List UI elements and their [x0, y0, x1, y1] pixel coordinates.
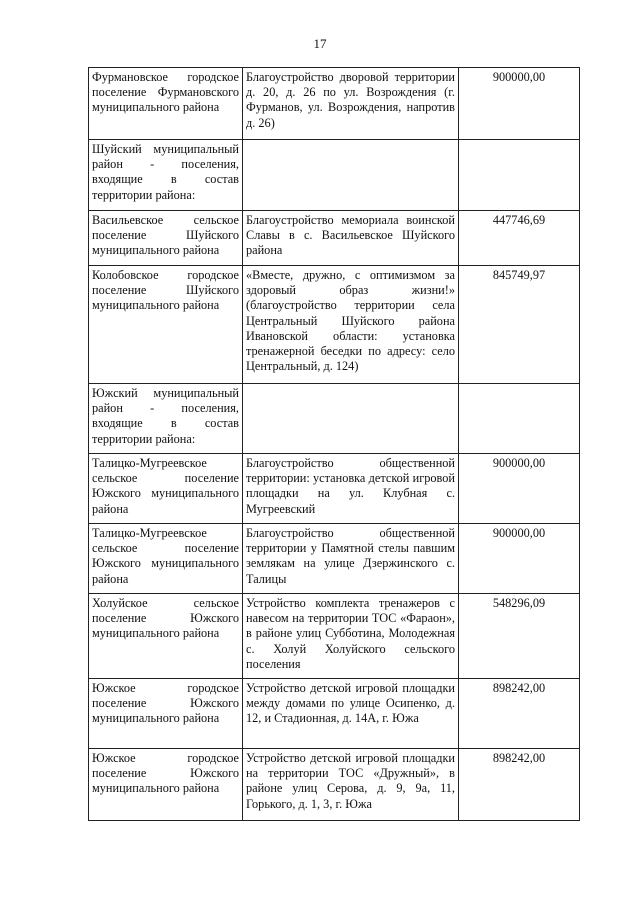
settlement-cell: Колобовское городское поселение Шуйского муниципального района: [89, 266, 243, 384]
table-row: [89, 211, 580, 266]
project-cell: Устройство детской игровой площадки на территории ТОС «Дружный», в районе улиц Серова, д. 9, 9а, 11, Горького, д. 1, 3, г. Южа: [243, 749, 459, 821]
table-row: [89, 266, 580, 384]
amount-cell: 898242,00: [459, 679, 580, 749]
district-heading-cell: Шуйский муниципальный район - поселения, входящие в состав территории района:: [89, 140, 243, 211]
settlement-cell: Южское городское поселение Южского муниципального района: [89, 679, 243, 749]
table-row: [89, 524, 580, 594]
settlement-cell: Васильевское сельское поселение Шуйского муниципального района: [89, 211, 243, 266]
table-row: [89, 749, 580, 821]
settlement-cell: Талицко-Мугреевское сельское поселение Южского муниципального района: [89, 524, 243, 594]
settlement-cell: Фурмановское городское поселение Фурмановского муниципального района: [89, 68, 243, 140]
project-cell: Благоустройство дворовой территории д. 20, д. 26 по ул. Возрождения (г. Фурманов, ул. Возрождения, напротив д. 26): [243, 68, 459, 140]
grants-table: [88, 67, 580, 821]
project-cell: [243, 140, 459, 211]
district-heading-cell: Южский муниципальный район - поселения, входящие в состав территории района:: [89, 384, 243, 454]
project-cell: [243, 384, 459, 454]
amount-cell: 447746,69: [459, 211, 580, 266]
amount-cell: [459, 140, 580, 211]
project-cell: Устройство комплекта тренажеров с навесом на территории ТОС «Фараон», в районе улиц Субботина, Молодежная с. Холуй Холуйского сельского поселения: [243, 594, 459, 679]
project-cell: Благоустройство мемориала воинской Славы в с. Васильевское Шуйского района: [243, 211, 459, 266]
table-row: [89, 140, 580, 211]
table-row: [89, 454, 580, 524]
amount-cell: 845749,97: [459, 266, 580, 384]
settlement-cell: Холуйское сельское поселение Южского муниципального района: [89, 594, 243, 679]
project-cell: Благоустройство общественной территории: установка детской игровой площадки на ул. Клубная с. Мугреевский: [243, 454, 459, 524]
amount-cell: [459, 384, 580, 454]
table-row: [89, 384, 580, 454]
settlement-cell: Талицко-Мугреевское сельское поселение Южского муниципального района: [89, 454, 243, 524]
settlement-cell: Южское городское поселение Южского муниципального района: [89, 749, 243, 821]
page-number: 17: [313, 36, 327, 51]
amount-cell: 900000,00: [459, 524, 580, 594]
project-cell: Благоустройство общественной территории у Памятной стелы павшим землякам на улице Дзержинского с. Талицы: [243, 524, 459, 594]
amount-cell: 900000,00: [459, 454, 580, 524]
table-row: [89, 68, 580, 140]
amount-cell: 900000,00: [459, 68, 580, 140]
amount-cell: 548296,09: [459, 594, 580, 679]
project-cell: «Вместе, дружно, с оптимизмом за здоровый образ жизни!» (благоустройство территории села Центральный Шуйского района Ивановской области: установка тренажерной беседки по адресу: село Центральный, д. 124): [243, 266, 459, 384]
amount-cell: 898242,00: [459, 749, 580, 821]
project-cell: Устройство детской игровой площадки между домами по улице Осипенко, д. 12, и Стадионная, д. 14А, г. Южа: [243, 679, 459, 749]
table-row: [89, 679, 580, 749]
table-row: [89, 594, 580, 679]
